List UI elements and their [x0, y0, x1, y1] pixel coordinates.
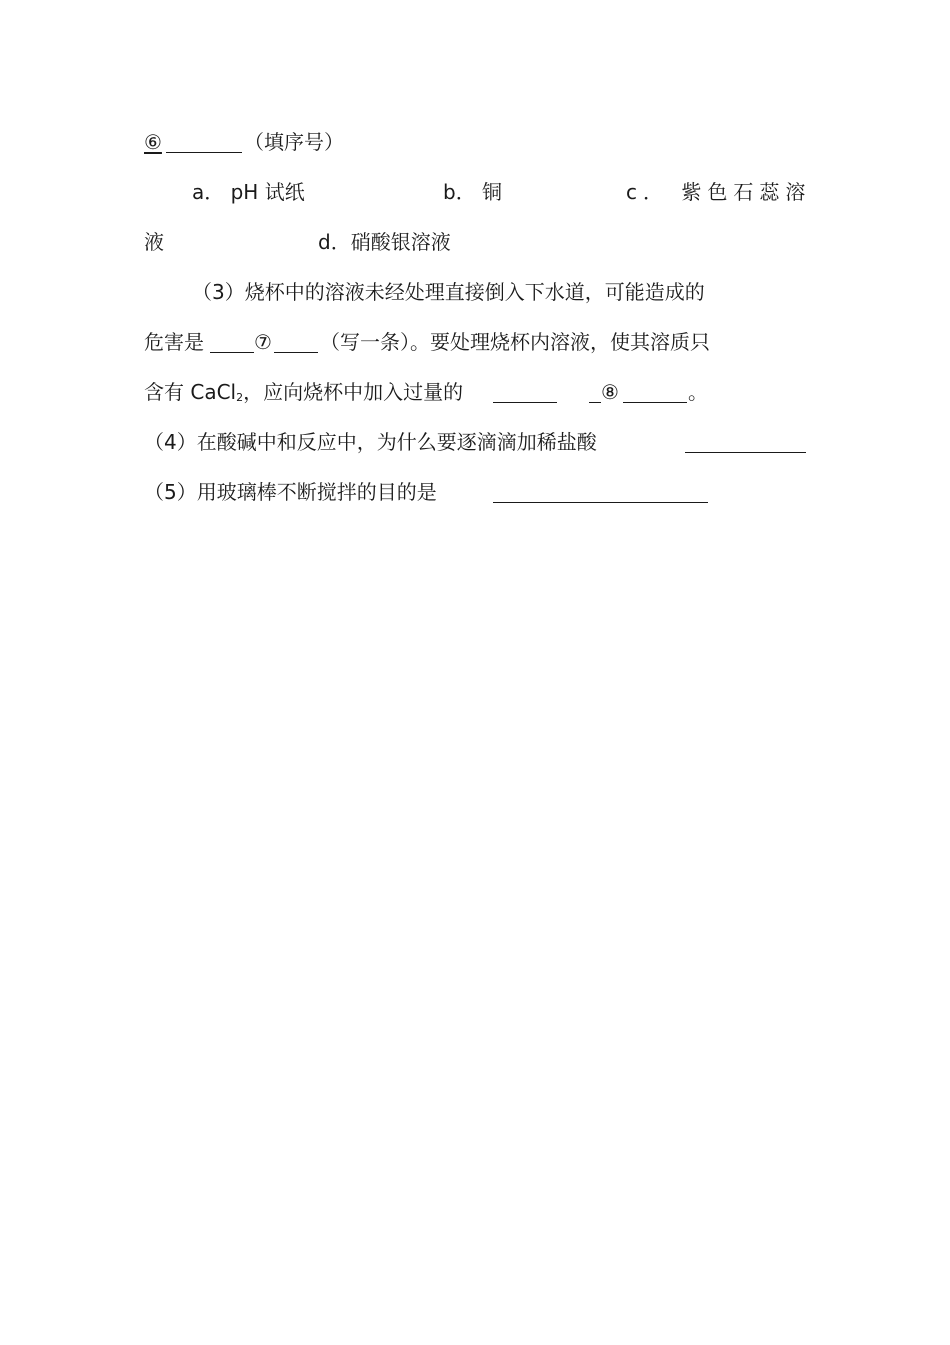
question-4-text: （4）在酸碱中和反应中，为什么要逐滴滴加稀盐酸	[144, 430, 597, 454]
blank-marker-8: ⑧	[601, 380, 619, 404]
answer-blank-7-left[interactable]	[210, 330, 254, 353]
fill-instruction: （填序号）	[244, 130, 344, 154]
answer-blank-7-right[interactable]	[274, 330, 318, 353]
answer-blank-4[interactable]	[685, 430, 806, 453]
question-3-continued: （写一条）。要处理烧杯内溶液，使其溶质只	[320, 330, 710, 354]
option-d: d．硝酸银溶液	[318, 230, 451, 254]
question-3-text: （3）烧杯中的溶液未经处理直接倒入下水道，可能造成的	[192, 280, 705, 304]
option-b: b． 铜	[443, 180, 503, 204]
answer-blank-8-right[interactable]	[623, 380, 687, 403]
question-5-text: （5）用玻璃棒不断搅拌的目的是	[144, 480, 437, 504]
answer-blank-8-mid[interactable]	[589, 380, 601, 403]
chlorine-subscript: 2	[236, 391, 244, 404]
answer-blank-8-left[interactable]	[493, 380, 557, 403]
question-3-harm-label: 危害是	[144, 330, 204, 354]
question-3-solute	[144, 380, 463, 408]
question-3-add-excess: ，应向烧杯中加入过量的	[243, 380, 464, 404]
blank-marker-7: ⑦	[254, 330, 272, 354]
option-c-continued: 液	[144, 230, 164, 254]
answer-blank-6[interactable]	[166, 130, 242, 153]
question-3-period: 。	[688, 380, 708, 404]
option-a: a． pH 试纸	[192, 180, 305, 204]
blank-marker-6: ⑥	[144, 130, 162, 154]
question-3-solute-text: 含有 CaCl	[144, 380, 237, 404]
answer-blank-5[interactable]	[493, 480, 708, 503]
option-c: c． 紫色石蕊溶	[626, 180, 812, 204]
